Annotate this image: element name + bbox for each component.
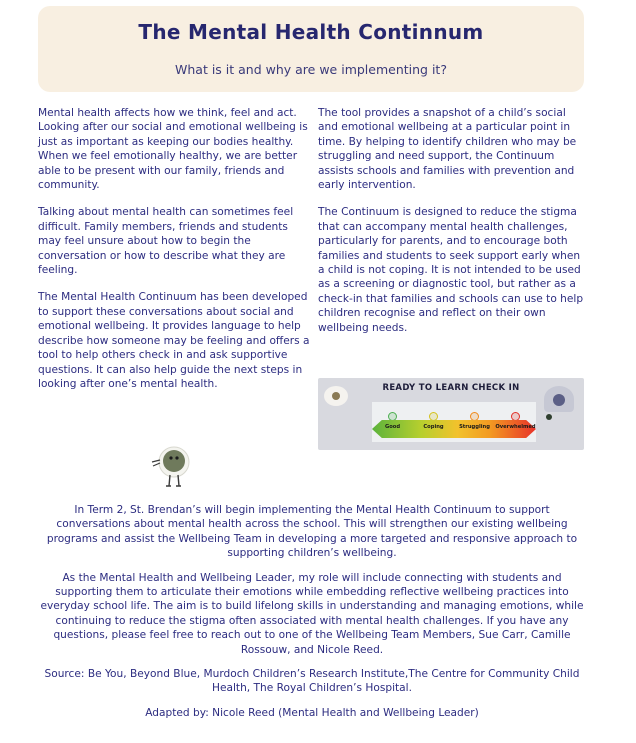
- right-column: [318, 106, 588, 348]
- paragraph: Talking about mental health can sometimes feel difficult. Family members, friends and students may feel unsure about how to begin the conversation or how to describe what they are feeling.: [38, 206, 294, 277]
- checkin-title: READY TO LEARN CHECK IN: [382, 383, 520, 393]
- source-citation: Source: Be You, Beyond Blue, Murdoch Children’s Research Institute,The Centre for Community Child Health, The Royal Children’s Hospital.: [44, 668, 580, 695]
- level-label-good: Good: [384, 424, 401, 430]
- struggling-face-icon: [470, 412, 479, 421]
- paragraph: Mental health affects how we think, feel and act. Looking after our social and emotional wellbeing is just as important as keeping our bodies healthy. When we feel emotionally healthy, we are better able to be present with our family, friends and community.: [38, 107, 308, 192]
- level-label-struggling: Struggling: [459, 424, 490, 430]
- ready-to-learn-checkin-graphic: [318, 378, 584, 450]
- coping-face-icon: [429, 412, 438, 421]
- left-column: [38, 106, 310, 404]
- header-banner: [38, 6, 584, 92]
- page-subtitle: What is it and why are we implementing it?: [175, 62, 447, 77]
- paragraph: The tool provides a snapshot of a child’s social and emotional wellbeing at a particular point in time. By helping to identify children who may be struggling and need support, the Continuum assists schools and families with prevention and early intervention.: [318, 107, 577, 192]
- bottom-section: [38, 503, 586, 730]
- page-title: The Mental Health Continnum: [138, 20, 484, 44]
- level-label-overwhelmed: Overwhelmed: [495, 424, 536, 430]
- overwhelmed-face-icon: [511, 412, 520, 421]
- paragraph: As the Mental Health and Wellbeing Leader, my role will include connecting with students and supporting them to articulate their emotions while embedding reflective wellbeing practices into everyday school life. The aim is to build lifelong skills in understanding and managing emotions, while continuing to reduce the stigma often associated with mental health challenges. If you have any questions, please feel free to reach out to one of the Wellbeing Team Members, Sue Carr, Camille Rossouw, and Nicole Reed.: [40, 571, 584, 656]
- small-bug-icon: [546, 414, 552, 420]
- paragraph: The Continuum is designed to reduce the stigma that can accompany mental health challenges, particularly for parents, and to encourage both families and students to seek support early when a child is not coping. It is not intended to be used as a screening or diagnostic tool, but rather as a check-in that families and schools can use to help children recognise and reflect on their own wellbeing needs.: [318, 206, 584, 334]
- checkin-labels: [372, 424, 536, 430]
- paragraph: The Mental Health Continuum has been developed to support these conversations about social and emotional wellbeing. It provides language to help describe how someone may be feeling and offers a tool to help others check in and ask supportive questions. It can also help guide the next steps in looking after one’s mental health.: [38, 291, 310, 390]
- adapted-by: Adapted by: Nicole Reed (Mental Health and Wellbeing Leader): [145, 706, 479, 719]
- level-label-coping: Coping: [423, 424, 444, 430]
- checkin-scale: [372, 402, 536, 442]
- fluffy-character-icon: [150, 440, 196, 490]
- beehive-character-icon: [544, 386, 574, 412]
- paragraph: In Term 2, St. Brendan’s will begin implementing the Mental Health Continuum to support conversations about mental health across the school. This will strengthen our existing wellbeing programs and assist the Wellbeing Team in developing a more targeted and responsive approach to supporting children’s wellbeing.: [46, 504, 578, 560]
- good-face-icon: [388, 412, 397, 421]
